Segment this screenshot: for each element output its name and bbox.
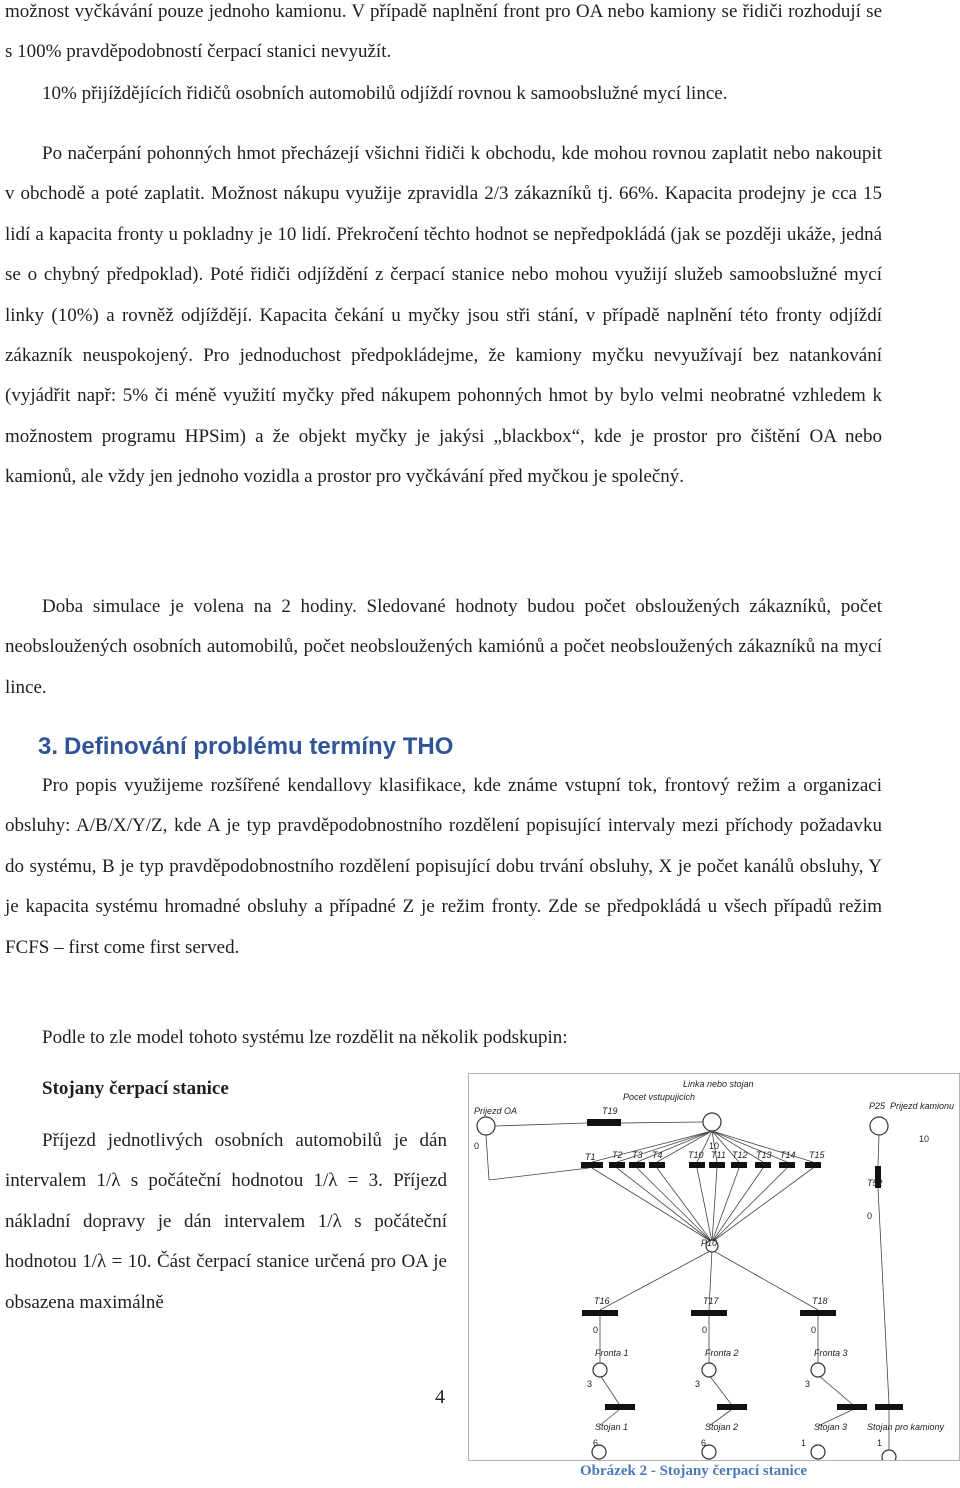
label-stojan2: Stojan 2 [705, 1422, 739, 1432]
label-fronta2: Fronta 2 [705, 1348, 739, 1358]
paragraph-3: Po načerpání pohonných hmot přecházejí všichni řidiči k obchodu, kde mohou rovnou zaplatit nebo nakoupit v obchodě a poté zaplatit. Možnost nákupu využije zpravidla 2/3 zákazníků tj. 66%. Kapacita prodejny je cca 15 lidí a kapacita fronty u pokladny je 10 lidí. Překročení těchto hodnot se nepředpokládá (jak se později ukáže, jedná se o chybný předpoklad). Poté řidiči odjíždění z čerpací stanice nebo mohou využijí služeb samoobslužné mycí linky (10%) a rovněž odjíždějí. Kapacita čekání u myčky jsou stři stání, v případě naplnění této fronty odjíždí zákazník neuspokojený. Pro jednoduchost předpokládejme, že kamiony myčku nevyužívají bez natankování (vyjádřit např: 5% či méně využití myčky před nákupem pohonných hmot by bylo velmi neobratné vzhledem k možnostem programu HPSim) a že objekt myčky je jakýsi „blackbox“, kde je prostor pro čištění OA nebo kamionů, ale vždy jen jednoho vozidla a prostor pro vyčkávání před myčkou je společný. [5, 143, 882, 488]
label-t13: T13 [756, 1150, 772, 1160]
paragraph-1: možnost vyčkávání pouze jednoho kamionu. V případě naplnění front pro OA nebo kamiony se řidiči rozhodují se s 100% pravděpodobností čerpací stanici nevyužít. [5, 1, 882, 63]
num-t52: 0 [867, 1211, 873, 1221]
num-fronta2: 3 [695, 1379, 701, 1389]
label-t1: T1 [585, 1152, 596, 1162]
label-t14: T14 [780, 1150, 796, 1160]
label-stojan1: Stojan 1 [595, 1422, 629, 1432]
paragraph-4: Doba simulace je volena na 2 hodiny. Sledované hodnoty budou počet obsloužených zákazníků, počet neobsloužených osobních automobilů, počet neobsloužených kamiónů a počet neobsloužených zákazníků na mycí lince. [5, 596, 882, 698]
paragraph-2: 10% přijíždějících řidičů osobních automobilů odjíždí rovnou k samoobslužné mycí lince. [42, 83, 728, 104]
num-prijezd-oa: 0 [474, 1141, 480, 1151]
section-heading [38, 733, 459, 761]
label-t19: T19 [602, 1106, 618, 1116]
num-fronta3: 3 [805, 1379, 811, 1389]
transition-stojan-kamiony [875, 1404, 903, 1410]
num-b1: 6 [593, 1438, 599, 1448]
section-title: Definování problému termíny THO [64, 733, 454, 760]
place-pocet [703, 1113, 721, 1131]
label-prijezd-oa: Prijezd OA [474, 1106, 518, 1116]
label-t2: T2 [612, 1150, 623, 1160]
place-prijezd-oa [477, 1117, 495, 1135]
label-t11: T11 [711, 1150, 726, 1160]
transition-t18 [800, 1310, 836, 1316]
num-pocet: 10 [709, 1141, 720, 1151]
label-t16: T16 [594, 1296, 610, 1306]
transition-t19 [587, 1119, 621, 1126]
label-stojan-kamiony: Stojan pro kamiony [867, 1422, 945, 1432]
transition-stojan1 [605, 1404, 635, 1410]
label-t17: T17 [703, 1296, 719, 1306]
transition-t1 [581, 1162, 603, 1168]
label-fronta1: Fronta 1 [595, 1348, 629, 1358]
petri-net-figure [468, 1073, 960, 1461]
fig-pocet: Pocet vstupujicich [623, 1092, 696, 1102]
label-prijezd-kamionu: Prijezd kamionu [890, 1101, 955, 1111]
page-number: 4 [435, 1386, 445, 1408]
label-t18: T18 [812, 1296, 828, 1306]
label-t15: T15 [809, 1150, 825, 1160]
figure-caption: Obrázek 2 - Stojany čerpací stanice [580, 1463, 808, 1479]
num-t17: 0 [702, 1325, 708, 1335]
place-fronta2 [702, 1363, 716, 1377]
place-bottom3 [811, 1445, 825, 1459]
label-p25: P25 [869, 1101, 886, 1111]
label-t4: T4 [652, 1150, 663, 1160]
num-b3: 1 [801, 1438, 807, 1448]
num-t18: 0 [811, 1325, 817, 1335]
place-bottom4 [882, 1450, 896, 1461]
transition-stojan3 [837, 1404, 867, 1410]
place-fronta1 [593, 1363, 607, 1377]
transition-t17 [691, 1310, 727, 1316]
fig-title: Linka nebo stojan [683, 1079, 754, 1089]
transition-stojan2 [717, 1404, 747, 1410]
num-fronta1: 3 [587, 1379, 593, 1389]
section-number: 3. [38, 733, 59, 760]
paragraph-7: Příjezd jednotlivých osobních automobilů je dán intervalem 1/λ s počáteční hodnotou 1/λ = 3. Příjezd nákladní dopravy je dán intervalem 1/λ s počáteční hodnotou 1/λ = 10. Část čerpací stanice určená pro OA je obsazena maximálně [5, 1130, 447, 1313]
place-fronta3 [811, 1363, 825, 1377]
paragraph-5: Pro popis využijeme rozšířené kendallovy klasifikace, kde známe vstupní tok, frontový režim a organizaci obsluhy: A/B/X/Y/Z, kde A je typ pravděpodobnostního rozdělení popisující intervaly mezi příchody požadavku do systému, B je typ pravděpodobnostního rozdělení popisující dobu trvání obsluhy, X je počet kanálů obsluhy, Y je kapacita systému hromadné obsluhy a případné Z je režim fronty. Zde se předpokládá u všech případů režim FCFS – first come first served. [5, 775, 882, 958]
num-prijezd-kamionu: 10 [919, 1134, 930, 1144]
subheading: Stojany čerpací stanice [42, 1078, 229, 1099]
label-t12: T12 [732, 1150, 748, 1160]
label-stojan3: Stojan 3 [814, 1422, 848, 1432]
num-b2: 6 [701, 1438, 707, 1448]
label-t3: T3 [632, 1150, 643, 1160]
label-t10: T10 [688, 1150, 704, 1160]
num-t16: 0 [593, 1325, 599, 1335]
label-fronta3: Fronta 3 [814, 1348, 848, 1358]
paragraph-6: Podle to zle model tohoto systému lze rozdělit na několik podskupin: [42, 1027, 568, 1048]
place-prijezd-kamionu [870, 1117, 888, 1135]
label-p10: P10 [701, 1238, 718, 1248]
transition-t16 [582, 1310, 618, 1316]
num-b4: 1 [877, 1438, 883, 1448]
label-t52: T52 [867, 1178, 883, 1188]
